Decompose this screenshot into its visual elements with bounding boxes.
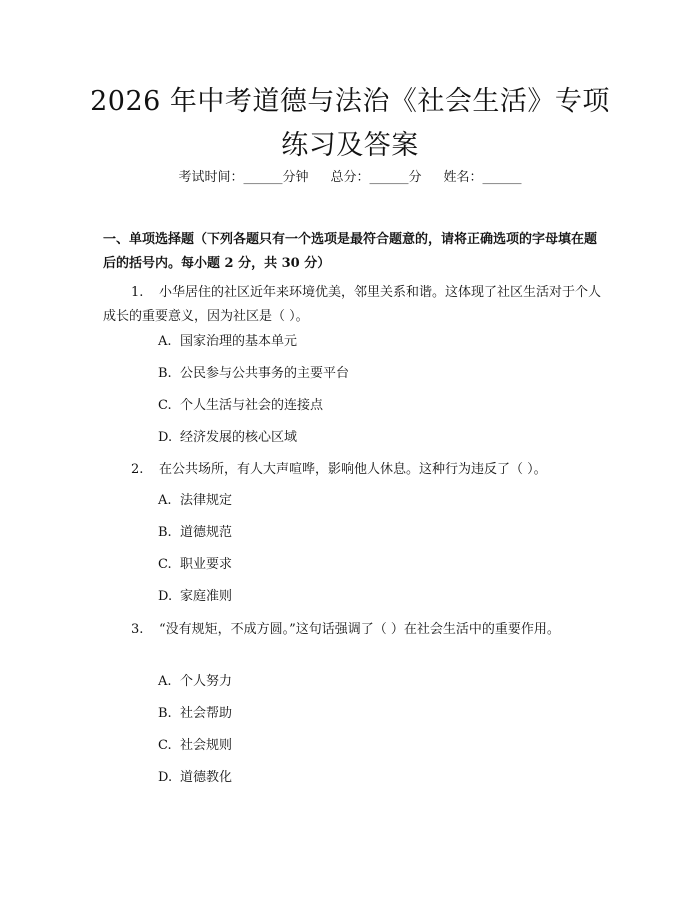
option-text: 家庭准则 — [180, 589, 233, 604]
option-letter: D. — [158, 770, 173, 785]
option-text: 法律规定 — [180, 493, 233, 508]
option-text: 个人生活与社会的连接点 — [180, 398, 324, 413]
question-2 — [103, 458, 603, 482]
option-letter: C. — [158, 398, 172, 413]
exam-time-field: 考试时间：______分钟 — [178, 170, 309, 185]
option-text: 道德规范 — [180, 525, 233, 540]
question-1-option-a — [158, 332, 297, 352]
question-text: 小华居住的社区近年来环境优美，邻里关系和谐。这体现了社区生活对于个人成长的重要意义，因为社区是（ ）。 — [103, 285, 602, 324]
section-heading: 一、单项选择题（下列各题只有一个选项是最符合题意的，请将正确选项的字母填在题后的括号内。每小题 2 分，共 30 分） — [103, 232, 598, 271]
option-letter: D. — [158, 430, 173, 445]
question-2-option-b — [158, 523, 232, 543]
option-text: 经济发展的核心区域 — [180, 430, 298, 445]
exam-meta — [0, 168, 700, 188]
option-text: 道德教化 — [180, 770, 233, 785]
student-name-field: 姓名：______ — [443, 170, 522, 185]
question-number: 1. — [131, 285, 144, 300]
option-letter: C. — [158, 738, 172, 753]
question-text: “没有规矩，不成方圆。”这句话强调了（ ）在社会生活中的重要作用。 — [159, 622, 560, 637]
question-number: 3. — [131, 622, 144, 637]
option-letter: A. — [158, 674, 172, 689]
option-text: 个人努力 — [180, 674, 233, 689]
option-letter: B. — [158, 525, 172, 540]
question-3-option-a — [158, 672, 232, 692]
document-title: 2026 年中考道德与法治《社会生活》专项练习及答案 — [90, 86, 610, 161]
question-3-option-d — [158, 768, 232, 788]
option-letter: B. — [158, 706, 172, 721]
option-text: 职业要求 — [180, 557, 233, 572]
option-letter: D. — [158, 589, 173, 604]
option-text: 国家治理的基本单元 — [180, 334, 298, 349]
option-text: 公民参与公共事务的主要平台 — [180, 366, 350, 381]
question-2-option-a — [158, 491, 232, 511]
question-1-option-d — [158, 428, 297, 448]
option-letter: C. — [158, 557, 172, 572]
option-letter: A. — [158, 334, 172, 349]
question-2-option-c — [158, 555, 232, 575]
question-3-option-b — [158, 704, 232, 724]
question-1 — [103, 281, 603, 329]
option-text: 社会帮助 — [180, 706, 233, 721]
option-letter: B. — [158, 366, 172, 381]
option-text: 社会规则 — [180, 738, 233, 753]
question-3-option-c — [158, 736, 232, 756]
question-2-option-d — [158, 587, 232, 607]
question-1-option-c — [158, 396, 323, 416]
question-1-option-b — [158, 364, 349, 384]
question-3 — [103, 618, 603, 642]
total-score-field: 总分：______分 — [330, 170, 422, 185]
option-letter: A. — [158, 493, 172, 508]
question-text: 在公共场所，有人大声喧哗，影响他人休息。这种行为违反了（ ）。 — [159, 462, 547, 477]
question-number: 2. — [131, 462, 144, 477]
